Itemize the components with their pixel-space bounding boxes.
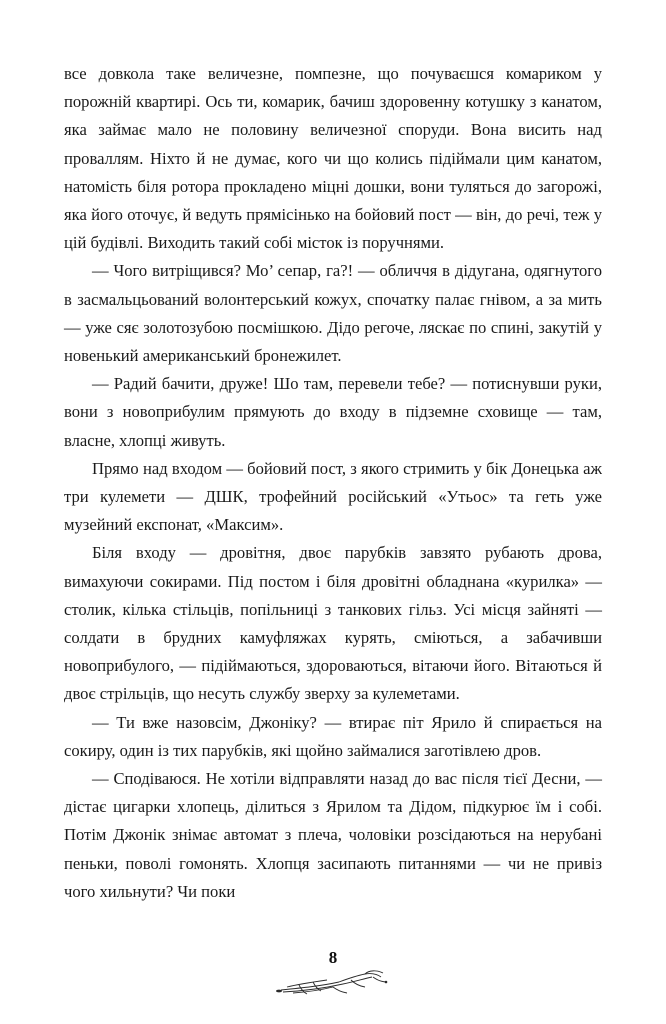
paragraph: — Ти вже назовсім, Джоніку? — втирає піт Ярило й спирається на сокиру, один із тих парубків, які щойно займалися заготівлею дров. (64, 712, 602, 760)
paragraph: все довкола таке величезне, помпезне, що почуваєшся комариком у порожній квартирі. Ось ти, комарик, бачиш здоровенну котушку з канатом, яка займає мало не половину величезної споруди. Вона висить над проваллям. Ніхто й не думає, кого чи що колись підіймали цим канатом, натомість біля ротора прокладено міцні дошки, вони туляться до загорожі, яка його оточує, й ведуть прямісінько на бойовий пост — він, до речі, теж у цій будівлі. Виходить такий собі місток із поручнями. (64, 64, 602, 253)
paragraph: — Чого витріщився? Мо’ сепар, га?! — обличчя в дідугана, одягнутого в засмальцьований волонтерський кожух, спочатку палає гнівом, а за мить — уже сяє золотозубою посмішкою. Дідо регоче, ляскає по спині, закутій у новенький американський бронежилет. (64, 261, 602, 366)
paragraph: — Сподіваюся. Не хотіли відправляти назад до вас після тієї Десни, — дістає цигарки хлопець, ділиться з Ярилом та Дідом, підкурює їм і собі. Потім Джонік знімає автомат з плеча, чоловіки розсідаються на нерубані пеньки, поволі гомонять. Хлопця засипають питаннями — чи не привіз чого хильнути? Чи поки (64, 769, 602, 901)
paragraph: Біля входу — дровітня, двоє парубків завзято рубають дрова, вимахуючи сокирами. Під постом і біля дровітні обладнана «курилка» — столик, кілька стільців, попільниці з танкових гільз. Усі місця зайняті — солдати в брудних камуфляжах курять, сміються, а забачивши новоприбулого, — підіймаються, здороваються, вітаючи його. Вітаються й двоє стрільців, що несуть службу зверху за кулеметами. (64, 543, 602, 704)
page-body-text (64, 60, 602, 906)
page-number: 8 (328, 948, 338, 967)
paragraph: — Радий бачити, друже! Шо там, перевели тебе? — потиснувши руки, вони з новоприбулим прямують до входу в підземне сховище — там, власне, хлопці живуть. (64, 374, 602, 450)
page-footer (0, 949, 666, 998)
paragraph: Прямо над входом — бойовий пост, з якого стримить у бік Донецька аж три кулемети — ДШК, трофейний російський «Утьос» та геть уже музейний експонат, «Максим». (64, 458, 602, 535)
feather-quill-ornament-icon (273, 968, 393, 998)
